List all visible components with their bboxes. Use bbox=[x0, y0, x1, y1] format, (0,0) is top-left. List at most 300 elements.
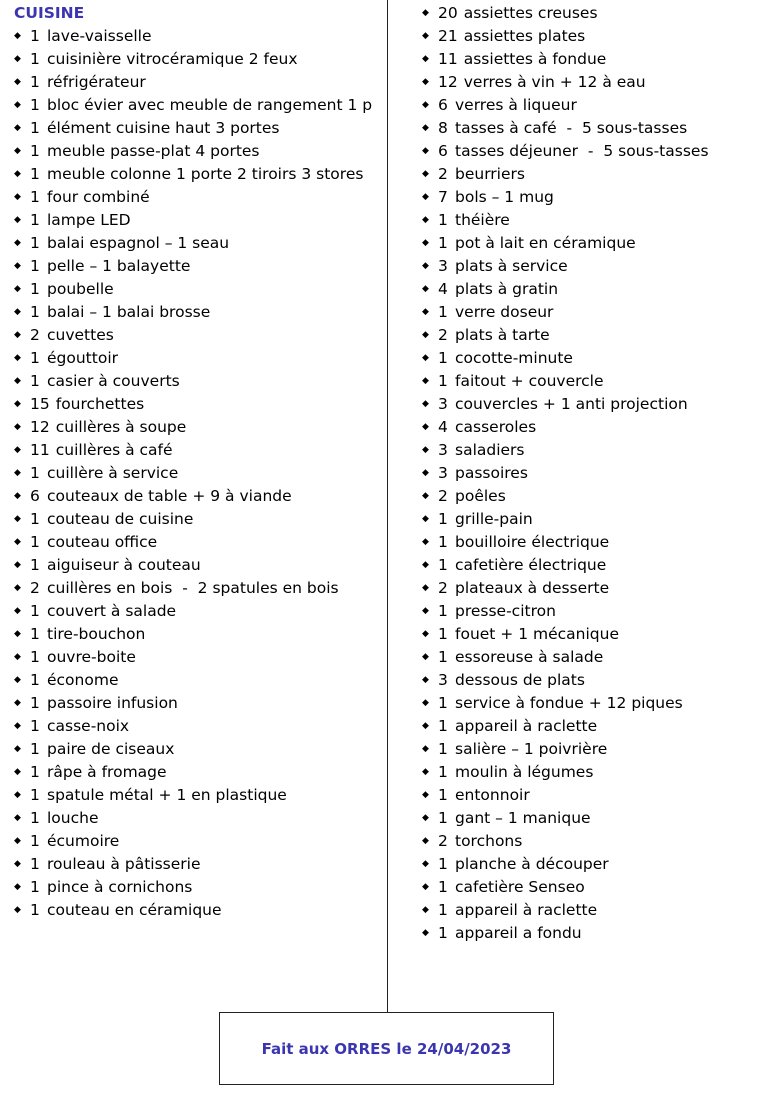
item-quantity: 1 bbox=[30, 165, 40, 183]
item-label: verres à liqueur bbox=[455, 96, 577, 114]
list-item bbox=[14, 738, 380, 761]
item-quantity: 1 bbox=[30, 50, 40, 68]
item-label: cuillères à café bbox=[55, 441, 173, 459]
diamond-bullet-icon: ◆ bbox=[422, 284, 429, 294]
diamond-bullet-icon: ◆ bbox=[14, 767, 21, 777]
list-item bbox=[422, 347, 762, 370]
list-item bbox=[14, 600, 380, 623]
diamond-bullet-icon: ◆ bbox=[14, 882, 21, 892]
diamond-bullet-icon: ◆ bbox=[14, 353, 21, 363]
diamond-bullet-icon: ◆ bbox=[422, 100, 429, 110]
diamond-bullet-icon: ◆ bbox=[14, 422, 21, 432]
item-quantity: 1 bbox=[438, 625, 448, 643]
item-label: louche bbox=[47, 809, 99, 827]
list-item bbox=[422, 186, 762, 209]
item-label: appareil à raclette bbox=[455, 717, 598, 735]
diamond-bullet-icon: ◆ bbox=[14, 813, 21, 823]
list-item bbox=[422, 439, 762, 462]
diamond-bullet-icon: ◆ bbox=[14, 238, 21, 248]
list-item bbox=[422, 922, 762, 945]
item-label: dessous de plats bbox=[455, 671, 585, 689]
item-label: couteau en céramique bbox=[47, 901, 222, 919]
list-item bbox=[14, 899, 380, 922]
item-label: salière – 1 poivrière bbox=[455, 740, 608, 758]
diamond-bullet-icon: ◆ bbox=[422, 192, 429, 202]
diamond-bullet-icon: ◆ bbox=[422, 928, 429, 938]
item-quantity: 1 bbox=[438, 855, 448, 873]
item-quantity: 1 bbox=[30, 809, 40, 827]
item-quantity: 1 bbox=[438, 717, 448, 735]
diamond-bullet-icon: ◆ bbox=[14, 675, 21, 685]
item-label: pot à lait en céramique bbox=[455, 234, 636, 252]
diamond-bullet-icon: ◆ bbox=[422, 169, 429, 179]
list-item bbox=[422, 485, 762, 508]
list-item bbox=[14, 577, 380, 600]
list-item bbox=[422, 71, 762, 94]
item-quantity: 1 bbox=[30, 303, 40, 321]
item-label: ouvre-boite bbox=[47, 648, 136, 666]
item-label: cuillère à service bbox=[47, 464, 179, 482]
item-quantity: 1 bbox=[30, 694, 40, 712]
list-item bbox=[422, 278, 762, 301]
item-label: faitout + couvercle bbox=[455, 372, 604, 390]
list-item bbox=[422, 830, 762, 853]
list-item bbox=[422, 899, 762, 922]
item-quantity: 1 bbox=[438, 740, 448, 758]
item-quantity: 6 bbox=[438, 142, 448, 160]
diamond-bullet-icon: ◆ bbox=[422, 123, 429, 133]
diamond-bullet-icon: ◆ bbox=[14, 215, 21, 225]
item-quantity: 1 bbox=[438, 211, 448, 229]
list-item bbox=[14, 209, 380, 232]
item-label: égouttoir bbox=[47, 349, 118, 367]
list-item bbox=[14, 669, 380, 692]
item-quantity: 7 bbox=[438, 188, 448, 206]
item-quantity: 1 bbox=[30, 602, 40, 620]
diamond-bullet-icon: ◆ bbox=[422, 307, 429, 317]
item-quantity: 1 bbox=[30, 763, 40, 781]
item-quantity: 1 bbox=[30, 533, 40, 551]
list-item bbox=[14, 807, 380, 830]
list-item bbox=[422, 232, 762, 255]
item-label: cafetière électrique bbox=[455, 556, 607, 574]
diamond-bullet-icon: ◆ bbox=[422, 8, 429, 18]
diamond-bullet-icon: ◆ bbox=[14, 468, 21, 478]
item-label: four combiné bbox=[47, 188, 150, 206]
item-quantity: 1 bbox=[30, 556, 40, 574]
item-label: passoires bbox=[455, 464, 528, 482]
item-label: entonnoir bbox=[455, 786, 530, 804]
diamond-bullet-icon: ◆ bbox=[422, 560, 429, 570]
diamond-bullet-icon: ◆ bbox=[14, 721, 21, 731]
item-quantity: 1 bbox=[30, 855, 40, 873]
diamond-bullet-icon: ◆ bbox=[14, 123, 21, 133]
diamond-bullet-icon: ◆ bbox=[14, 146, 21, 156]
item-quantity: 3 bbox=[438, 257, 448, 275]
item-label: planche à découper bbox=[455, 855, 609, 873]
item-quantity: 1 bbox=[438, 510, 448, 528]
diamond-bullet-icon: ◆ bbox=[14, 261, 21, 271]
item-label: paire de ciseaux bbox=[47, 740, 175, 758]
footer-signature-text: Fait aux ORRES le 24/04/2023 bbox=[261, 1039, 512, 1058]
list-item bbox=[14, 876, 380, 899]
diamond-bullet-icon: ◆ bbox=[14, 836, 21, 846]
diamond-bullet-icon: ◆ bbox=[14, 307, 21, 317]
list-item bbox=[14, 508, 380, 531]
item-quantity: 1 bbox=[30, 648, 40, 666]
item-label: tasses déjeuner - 5 sous-tasses bbox=[455, 142, 709, 160]
item-quantity: 12 bbox=[30, 418, 50, 436]
list-item bbox=[14, 94, 380, 117]
diamond-bullet-icon: ◆ bbox=[14, 606, 21, 616]
list-item bbox=[422, 669, 762, 692]
diamond-bullet-icon: ◆ bbox=[422, 767, 429, 777]
list-item bbox=[422, 784, 762, 807]
left-column bbox=[14, 2, 380, 922]
item-label: pelle – 1 balayette bbox=[47, 257, 191, 275]
item-label: cuillères à soupe bbox=[55, 418, 187, 436]
item-label: torchons bbox=[455, 832, 523, 850]
section-heading: CUISINE bbox=[14, 4, 85, 22]
item-label: saladiers bbox=[455, 441, 525, 459]
diamond-bullet-icon: ◆ bbox=[14, 192, 21, 202]
diamond-bullet-icon: ◆ bbox=[422, 606, 429, 616]
diamond-bullet-icon: ◆ bbox=[14, 54, 21, 64]
item-quantity: 1 bbox=[438, 533, 448, 551]
diamond-bullet-icon: ◆ bbox=[422, 721, 429, 731]
item-label: assiettes plates bbox=[463, 27, 586, 45]
list-item bbox=[14, 324, 380, 347]
list-item bbox=[422, 140, 762, 163]
diamond-bullet-icon: ◆ bbox=[422, 514, 429, 524]
item-quantity: 6 bbox=[438, 96, 448, 114]
diamond-bullet-icon: ◆ bbox=[422, 330, 429, 340]
list-item bbox=[422, 853, 762, 876]
list-item bbox=[422, 25, 762, 48]
diamond-bullet-icon: ◆ bbox=[422, 261, 429, 271]
list-item bbox=[14, 163, 380, 186]
item-label: pince à cornichons bbox=[47, 878, 193, 896]
list-item bbox=[422, 370, 762, 393]
item-label: bols – 1 mug bbox=[455, 188, 554, 206]
diamond-bullet-icon: ◆ bbox=[14, 31, 21, 41]
list-item bbox=[14, 232, 380, 255]
diamond-bullet-icon: ◆ bbox=[422, 146, 429, 156]
inventory-list-right bbox=[422, 2, 762, 945]
list-item bbox=[14, 462, 380, 485]
item-label: élément cuisine haut 3 portes bbox=[47, 119, 280, 137]
list-item bbox=[14, 117, 380, 140]
item-label: couvercles + 1 anti projection bbox=[455, 395, 688, 413]
item-label: rouleau à pâtisserie bbox=[47, 855, 201, 873]
item-label: couteaux de table + 9 à viande bbox=[47, 487, 292, 505]
item-quantity: 1 bbox=[438, 372, 448, 390]
diamond-bullet-icon: ◆ bbox=[422, 882, 429, 892]
item-quantity: 1 bbox=[438, 901, 448, 919]
item-label: plateaux à desserte bbox=[455, 579, 610, 597]
item-label: râpe à fromage bbox=[47, 763, 167, 781]
list-item bbox=[14, 25, 380, 48]
item-quantity: 1 bbox=[438, 786, 448, 804]
list-item bbox=[422, 577, 762, 600]
list-item bbox=[422, 393, 762, 416]
diamond-bullet-icon: ◆ bbox=[422, 238, 429, 248]
diamond-bullet-icon: ◆ bbox=[422, 790, 429, 800]
list-item bbox=[422, 761, 762, 784]
list-item bbox=[14, 485, 380, 508]
diamond-bullet-icon: ◆ bbox=[14, 537, 21, 547]
item-label: verres à vin + 12 à eau bbox=[463, 73, 646, 91]
item-label: assiettes à fondue bbox=[463, 50, 607, 68]
item-quantity: 1 bbox=[30, 234, 40, 252]
item-quantity: 1 bbox=[438, 809, 448, 827]
item-quantity: 1 bbox=[30, 27, 40, 45]
diamond-bullet-icon: ◆ bbox=[422, 583, 429, 593]
list-item bbox=[422, 301, 762, 324]
item-label: service à fondue + 12 piques bbox=[455, 694, 683, 712]
item-label: bloc évier avec meuble de rangement 1 p bbox=[47, 96, 373, 114]
list-item bbox=[14, 278, 380, 301]
item-label: verre doseur bbox=[455, 303, 554, 321]
item-label: cocotte-minute bbox=[455, 349, 573, 367]
diamond-bullet-icon: ◆ bbox=[14, 652, 21, 662]
item-quantity: 2 bbox=[438, 832, 448, 850]
item-quantity: 1 bbox=[438, 234, 448, 252]
item-quantity: 1 bbox=[438, 556, 448, 574]
diamond-bullet-icon: ◆ bbox=[14, 905, 21, 915]
list-item bbox=[422, 163, 762, 186]
item-quantity: 4 bbox=[438, 280, 448, 298]
item-label: fourchettes bbox=[55, 395, 145, 413]
item-quantity: 21 bbox=[438, 27, 458, 45]
diamond-bullet-icon: ◆ bbox=[422, 675, 429, 685]
item-label: cafetière Senseo bbox=[455, 878, 585, 896]
list-item bbox=[14, 623, 380, 646]
diamond-bullet-icon: ◆ bbox=[422, 31, 429, 41]
list-item bbox=[14, 347, 380, 370]
item-quantity: 1 bbox=[438, 924, 448, 942]
item-quantity: 2 bbox=[30, 326, 40, 344]
diamond-bullet-icon: ◆ bbox=[422, 905, 429, 915]
diamond-bullet-icon: ◆ bbox=[422, 468, 429, 478]
item-quantity: 1 bbox=[30, 901, 40, 919]
item-quantity: 2 bbox=[438, 165, 448, 183]
item-quantity: 1 bbox=[30, 625, 40, 643]
item-quantity: 1 bbox=[30, 257, 40, 275]
item-quantity: 1 bbox=[438, 763, 448, 781]
list-item bbox=[422, 416, 762, 439]
list-item bbox=[14, 416, 380, 439]
item-quantity: 2 bbox=[438, 487, 448, 505]
list-item bbox=[422, 209, 762, 232]
diamond-bullet-icon: ◆ bbox=[422, 376, 429, 386]
list-item bbox=[422, 255, 762, 278]
item-label: beurriers bbox=[455, 165, 525, 183]
item-quantity: 1 bbox=[438, 694, 448, 712]
list-item bbox=[14, 554, 380, 577]
item-label: grille-pain bbox=[455, 510, 533, 528]
diamond-bullet-icon: ◆ bbox=[422, 744, 429, 754]
list-item bbox=[422, 48, 762, 71]
diamond-bullet-icon: ◆ bbox=[422, 77, 429, 87]
item-label: meuble colonne 1 porte 2 tiroirs 3 stores bbox=[47, 165, 364, 183]
item-label: poubelle bbox=[47, 280, 114, 298]
item-quantity: 1 bbox=[30, 372, 40, 390]
list-item bbox=[14, 48, 380, 71]
item-label: aiguiseur à couteau bbox=[47, 556, 201, 574]
item-label: appareil à raclette bbox=[455, 901, 598, 919]
diamond-bullet-icon: ◆ bbox=[422, 54, 429, 64]
list-item bbox=[14, 255, 380, 278]
diamond-bullet-icon: ◆ bbox=[422, 491, 429, 501]
item-quantity: 12 bbox=[438, 73, 458, 91]
list-item bbox=[422, 692, 762, 715]
diamond-bullet-icon: ◆ bbox=[422, 813, 429, 823]
item-quantity: 2 bbox=[438, 326, 448, 344]
diamond-bullet-icon: ◆ bbox=[422, 836, 429, 846]
item-label: meuble passe-plat 4 portes bbox=[47, 142, 260, 160]
item-label: casse-noix bbox=[47, 717, 130, 735]
item-quantity: 1 bbox=[30, 142, 40, 160]
item-label: plats à tarte bbox=[455, 326, 550, 344]
diamond-bullet-icon: ◆ bbox=[14, 560, 21, 570]
item-label: plats à service bbox=[455, 257, 568, 275]
list-item bbox=[422, 738, 762, 761]
item-quantity: 15 bbox=[30, 395, 50, 413]
item-label: poêles bbox=[455, 487, 506, 505]
item-quantity: 1 bbox=[438, 602, 448, 620]
diamond-bullet-icon: ◆ bbox=[14, 514, 21, 524]
diamond-bullet-icon: ◆ bbox=[14, 169, 21, 179]
item-label: presse-citron bbox=[455, 602, 556, 620]
list-item bbox=[14, 830, 380, 853]
list-item bbox=[422, 807, 762, 830]
item-quantity: 1 bbox=[30, 349, 40, 367]
list-item bbox=[14, 715, 380, 738]
item-quantity: 3 bbox=[438, 671, 448, 689]
diamond-bullet-icon: ◆ bbox=[422, 652, 429, 662]
diamond-bullet-icon: ◆ bbox=[14, 284, 21, 294]
item-quantity: 1 bbox=[438, 878, 448, 896]
diamond-bullet-icon: ◆ bbox=[422, 445, 429, 455]
item-quantity: 2 bbox=[30, 579, 40, 597]
list-item bbox=[422, 646, 762, 669]
diamond-bullet-icon: ◆ bbox=[14, 790, 21, 800]
item-quantity: 1 bbox=[30, 464, 40, 482]
diamond-bullet-icon: ◆ bbox=[14, 445, 21, 455]
item-quantity: 1 bbox=[30, 510, 40, 528]
diamond-bullet-icon: ◆ bbox=[422, 537, 429, 547]
list-item bbox=[422, 94, 762, 117]
item-label: réfrigérateur bbox=[47, 73, 146, 91]
item-label: appareil a fondu bbox=[455, 924, 582, 942]
item-label: balai – 1 balai brosse bbox=[47, 303, 211, 321]
list-item bbox=[422, 715, 762, 738]
item-quantity: 3 bbox=[438, 395, 448, 413]
diamond-bullet-icon: ◆ bbox=[422, 215, 429, 225]
diamond-bullet-icon: ◆ bbox=[422, 859, 429, 869]
list-item bbox=[14, 784, 380, 807]
item-quantity: 1 bbox=[30, 96, 40, 114]
item-quantity: 1 bbox=[30, 211, 40, 229]
item-label: lampe LED bbox=[47, 211, 131, 229]
item-label: plats à gratin bbox=[455, 280, 559, 298]
item-label: casseroles bbox=[455, 418, 537, 436]
list-item bbox=[422, 2, 762, 25]
list-item bbox=[14, 692, 380, 715]
item-quantity: 3 bbox=[438, 464, 448, 482]
list-item bbox=[14, 140, 380, 163]
item-label: moulin à légumes bbox=[455, 763, 594, 781]
list-item bbox=[14, 393, 380, 416]
item-label: couteau office bbox=[47, 533, 158, 551]
item-quantity: 3 bbox=[438, 441, 448, 459]
item-label: cuvettes bbox=[47, 326, 114, 344]
diamond-bullet-icon: ◆ bbox=[14, 859, 21, 869]
item-label: passoire infusion bbox=[47, 694, 178, 712]
item-quantity: 11 bbox=[30, 441, 50, 459]
list-item bbox=[14, 439, 380, 462]
item-quantity: 1 bbox=[438, 648, 448, 666]
item-label: tire-bouchon bbox=[47, 625, 146, 643]
footer-box bbox=[219, 1012, 554, 1085]
diamond-bullet-icon: ◆ bbox=[422, 422, 429, 432]
item-quantity: 1 bbox=[30, 280, 40, 298]
item-label: écumoire bbox=[47, 832, 120, 850]
item-quantity: 2 bbox=[438, 579, 448, 597]
item-label: cuillères en bois - 2 spatules en bois bbox=[47, 579, 339, 597]
diamond-bullet-icon: ◆ bbox=[422, 399, 429, 409]
list-item bbox=[422, 600, 762, 623]
item-quantity: 1 bbox=[30, 119, 40, 137]
item-quantity: 8 bbox=[438, 119, 448, 137]
diamond-bullet-icon: ◆ bbox=[14, 491, 21, 501]
list-item bbox=[422, 554, 762, 577]
item-quantity: 1 bbox=[30, 717, 40, 735]
list-item bbox=[14, 71, 380, 94]
list-item bbox=[422, 117, 762, 140]
diamond-bullet-icon: ◆ bbox=[14, 698, 21, 708]
item-label: spatule métal + 1 en plastique bbox=[47, 786, 287, 804]
item-label: balai espagnol – 1 seau bbox=[47, 234, 230, 252]
item-quantity: 1 bbox=[30, 832, 40, 850]
diamond-bullet-icon: ◆ bbox=[14, 100, 21, 110]
item-quantity: 6 bbox=[30, 487, 40, 505]
diamond-bullet-icon: ◆ bbox=[422, 698, 429, 708]
list-item bbox=[422, 508, 762, 531]
right-column bbox=[422, 2, 762, 945]
list-item bbox=[14, 853, 380, 876]
item-label: tasses à café - 5 sous-tasses bbox=[455, 119, 688, 137]
item-label: essoreuse à salade bbox=[455, 648, 604, 666]
item-quantity: 1 bbox=[30, 878, 40, 896]
item-label: théière bbox=[455, 211, 510, 229]
list-item bbox=[14, 531, 380, 554]
item-quantity: 4 bbox=[438, 418, 448, 436]
list-item bbox=[422, 531, 762, 554]
diamond-bullet-icon: ◆ bbox=[14, 330, 21, 340]
item-label: bouilloire électrique bbox=[455, 533, 610, 551]
diamond-bullet-icon: ◆ bbox=[14, 744, 21, 754]
inventory-list-left bbox=[14, 25, 380, 922]
diamond-bullet-icon: ◆ bbox=[14, 399, 21, 409]
item-quantity: 1 bbox=[30, 740, 40, 758]
item-label: couvert à salade bbox=[47, 602, 177, 620]
item-quantity: 1 bbox=[30, 671, 40, 689]
item-quantity: 1 bbox=[438, 303, 448, 321]
list-item bbox=[14, 370, 380, 393]
item-quantity: 11 bbox=[438, 50, 458, 68]
